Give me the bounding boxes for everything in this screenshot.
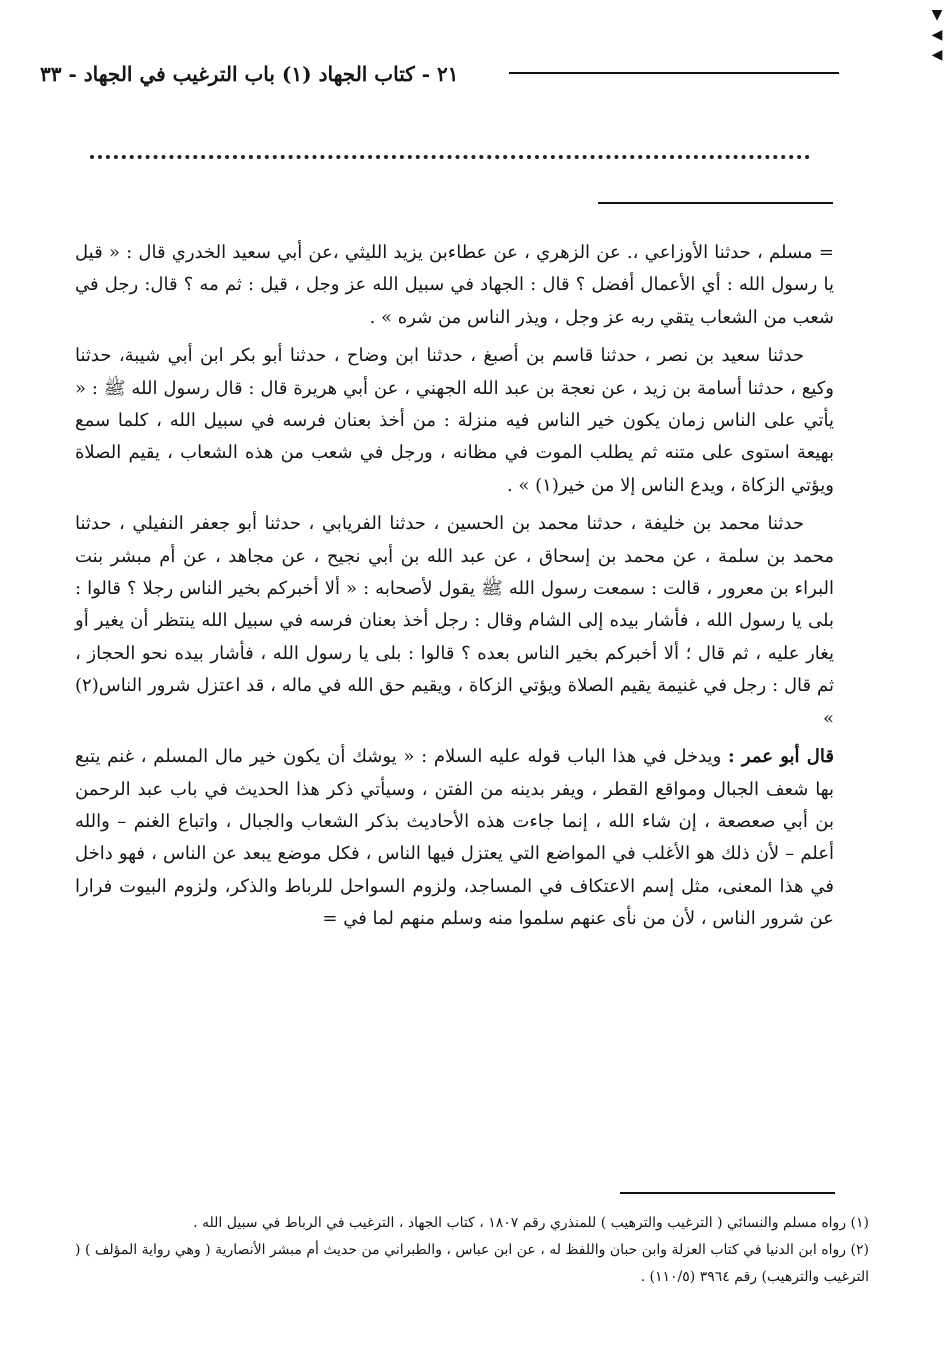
footnote: (١) رواه مسلم والنسائي ( الترغيب والترهيب ) للمنذري رقم ١٨٠٧ ، كتاب الجهاد ، الترغيب في الرباط في سبيل الله .	[193, 1215, 869, 1231]
footnote: (٢) رواه ابن الدنيا في كتاب العزلة وابن حبان واللفظ له ، عن ابن عباس ، والطبراني من حديث أم مبشر الأنصارية ( وهي رواية المؤلف ) ( الترغيب والترهيب) رقم ٣٩٦٤ (١١٠/٥) .	[75, 1242, 869, 1285]
running-header-title: ٢١ - كتاب الجهاد (١) باب الترغيب في الجهاد - ٣٣	[40, 62, 459, 86]
footnote-rule	[620, 1192, 835, 1194]
scan-edge-mark-icon: ▼	[931, 7, 943, 23]
paragraph-text: حدثنا محمد بن خليفة ، حدثنا محمد بن الحسين ، حدثنا الفريابي ، حدثنا أبو جعفر النفيلي ، حدثنا محمد بن سلمة ، عن محمد بن إسحاق ، عن عبد الله بن أبي نجيح ، عن مجاهد ، عن أم مبشر بنت البراء بن معرور ، قالت : سمعت رسول الله ﷺ يقول لأصحابه : « ألا أخبركم بخير الناس رجلا ؟ قالوا : بلى يا رسول الله ، فأشار بيده إلى الشام وقال : رجل أخذ بعنان فرسه في سبيل الله ينتظر أن يغير أو يغار عليه ، ثم قال ؛ ألا أخبركم بخير الناس بعده ؟ قالوا : بلى يا رسول الله ، فأشار بيده نحو الحجاز ، ثم قال : رجل في غنيمة يقيم الصلاة ويؤتي الزكاة ، ويقيم حق الله في ماله ، قد اعتزل شرور الناس(٢) »	[75, 513, 834, 729]
paragraph	[75, 237, 834, 334]
top-rule	[598, 202, 833, 204]
paragraph-text: حدثنا سعيد بن نصر ، حدثنا قاسم بن أصبغ ، حدثنا ابن وضاح ، حدثنا أبو بكر ابن أبي شيبة، حدثنا وكيع ، حدثنا أسامة بن زيد ، عن نعجة بن عبد الله الجهني ، عن أبي هريرة قال : قال رسول الله ﷺ : « يأتي على الناس زمان يكون خير الناس فيه منزلة : من أخذ بعنان فرسه في سبيل الله ، كلما سمع بهيعة استوى على متنه ثم يطلب الموت في مظانه ، ورجل في شعب من هذه الشعاب ، يقيم الصلاة ويؤتي الزكاة ، ويدع الناس إلا من خير(١) » .	[75, 345, 834, 496]
paragraph	[75, 340, 834, 502]
scan-edge-mark-icon: ◀	[931, 27, 943, 43]
running-header	[40, 62, 839, 102]
page-edge-marks	[931, 8, 943, 68]
paragraph-text: ويدخل في هذا الباب قوله عليه السلام : « يوشك أن يكون خير مال المسلم ، غنم يتبع بها شعف الجبال ومواقع القطر ، ويفر بدينه من الفتن ، وسيأتي ذكر هذا الحديث في باب عبد الرحمن بن أبي صعصعة ، إن شاء الله ، إنما جاءت هذه الأحاديث بذكر الشعاب والجبال ، واتباع الغنم – والله أعلم – لأن ذلك هو الأغلب في المواضع التي يعتزل فيها الناس ، فكل موضع يبعد عن الناس ، فهو داخل في هذا المعنى، مثل إسم الاعتكاف في المساجد، ولزوم السواحل للرباط والذكر، ولزوم البيوت فرارا عن شرور الناس ، لأن من نأى عنهم سلموا منه وسلم منهم لما في =	[75, 746, 834, 930]
header-rule	[509, 72, 839, 74]
paragraph-lead: قال أبو عمر :	[727, 746, 834, 768]
paragraph-text: = مسلم ، حدثنا الأوزاعي ،. عن الزهري ، عن عطاءبن يزيد الليثي ،عن أبي سعيد الخدري قال : « قيل يا رسول الله : أي الأعمال أفضل ؟ قال : الجهاد في سبيل الله عز وجل ، قيل : ثم مه ؟ قال: رجل في شعب من الشعاب يتقي ربه عز وجل ، ويذر الناس من شره » .	[75, 242, 834, 328]
paragraph	[75, 508, 834, 735]
footnotes	[75, 1210, 869, 1291]
paragraph	[75, 741, 834, 935]
dotted-separator	[90, 155, 810, 165]
scan-edge-mark-icon: ◀	[931, 47, 943, 63]
main-text	[75, 237, 834, 936]
